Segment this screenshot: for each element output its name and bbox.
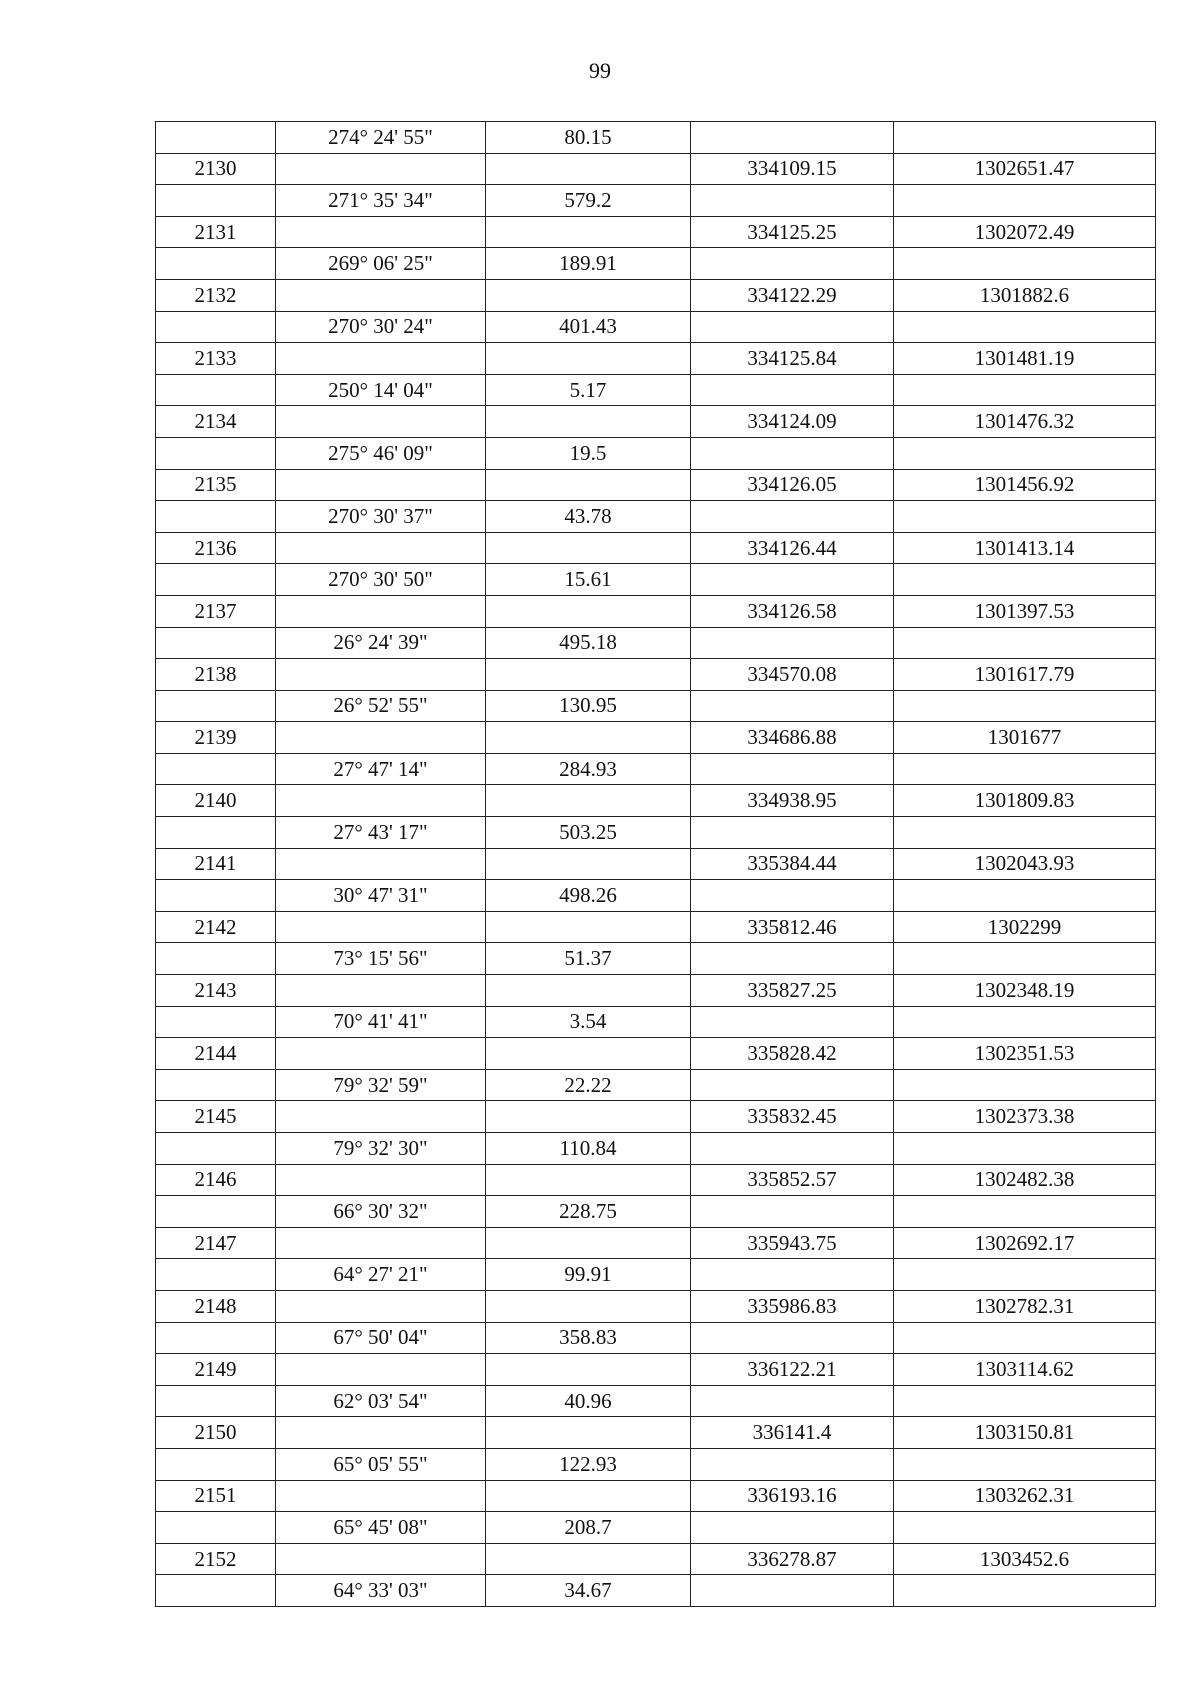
bearing-cell (276, 1164, 486, 1196)
table-row (156, 1543, 1156, 1575)
easting-cell: 1302351.53 (894, 1038, 1156, 1070)
easting-cell: 1301481.19 (894, 343, 1156, 375)
station-cell: 2150 (156, 1417, 276, 1449)
northing-cell: 335812.46 (691, 911, 894, 943)
easting-cell (894, 1069, 1156, 1101)
northing-cell: 334109.15 (691, 153, 894, 185)
northing-cell (691, 185, 894, 217)
table-body (156, 122, 1156, 1607)
easting-cell: 1303262.31 (894, 1480, 1156, 1512)
distance-cell (486, 279, 691, 311)
northing-cell (691, 1575, 894, 1607)
distance-cell (486, 1227, 691, 1259)
bearing-cell: 73° 15' 56" (276, 943, 486, 975)
station-cell: 2140 (156, 785, 276, 817)
station-cell (156, 1575, 276, 1607)
distance-cell (486, 659, 691, 691)
table-row (156, 722, 1156, 754)
easting-cell (894, 1196, 1156, 1228)
northing-cell: 336278.87 (691, 1543, 894, 1575)
northing-cell (691, 1385, 894, 1417)
easting-cell: 1303452.6 (894, 1543, 1156, 1575)
distance-cell (486, 1290, 691, 1322)
station-cell: 2151 (156, 1480, 276, 1512)
survey-coordinates-table (155, 121, 1156, 1607)
table-row (156, 532, 1156, 564)
bearing-cell (276, 722, 486, 754)
station-cell (156, 943, 276, 975)
station-cell: 2145 (156, 1101, 276, 1133)
station-cell: 2134 (156, 406, 276, 438)
station-cell (156, 817, 276, 849)
station-cell (156, 1069, 276, 1101)
station-cell: 2149 (156, 1354, 276, 1386)
station-cell (156, 248, 276, 280)
easting-cell (894, 122, 1156, 154)
easting-cell: 1301617.79 (894, 659, 1156, 691)
table-row (156, 1038, 1156, 1070)
table-row (156, 1259, 1156, 1291)
easting-cell (894, 1006, 1156, 1038)
table-row (156, 437, 1156, 469)
northing-cell (691, 1196, 894, 1228)
station-cell (156, 627, 276, 659)
distance-cell (486, 911, 691, 943)
bearing-cell: 67° 50' 04" (276, 1322, 486, 1354)
easting-cell: 1301397.53 (894, 595, 1156, 627)
distance-cell (486, 785, 691, 817)
bearing-cell: 65° 45' 08" (276, 1512, 486, 1544)
distance-cell (486, 216, 691, 248)
distance-cell: 22.22 (486, 1069, 691, 1101)
northing-cell: 334126.44 (691, 532, 894, 564)
easting-cell: 1301882.6 (894, 279, 1156, 311)
bearing-cell: 274° 24' 55" (276, 122, 486, 154)
station-cell (156, 311, 276, 343)
bearing-cell (276, 1227, 486, 1259)
distance-cell (486, 1543, 691, 1575)
bearing-cell (276, 406, 486, 438)
station-cell: 2133 (156, 343, 276, 375)
table-row (156, 1069, 1156, 1101)
northing-cell: 334570.08 (691, 659, 894, 691)
table-row (156, 1164, 1156, 1196)
easting-cell: 1303114.62 (894, 1354, 1156, 1386)
station-cell (156, 753, 276, 785)
distance-cell (486, 595, 691, 627)
bearing-cell (276, 975, 486, 1007)
bearing-cell (276, 1101, 486, 1133)
northing-cell (691, 374, 894, 406)
bearing-cell: 27° 47' 14" (276, 753, 486, 785)
distance-cell: 495.18 (486, 627, 691, 659)
easting-cell (894, 1575, 1156, 1607)
distance-cell: 358.83 (486, 1322, 691, 1354)
station-cell (156, 185, 276, 217)
easting-cell (894, 880, 1156, 912)
station-cell: 2152 (156, 1543, 276, 1575)
distance-cell (486, 406, 691, 438)
easting-cell (894, 690, 1156, 722)
bearing-cell (276, 1543, 486, 1575)
table-row (156, 1385, 1156, 1417)
northing-cell (691, 311, 894, 343)
table-row (156, 374, 1156, 406)
easting-cell: 1302692.17 (894, 1227, 1156, 1259)
station-cell: 2144 (156, 1038, 276, 1070)
bearing-cell (276, 216, 486, 248)
easting-cell (894, 311, 1156, 343)
easting-cell: 1302072.49 (894, 216, 1156, 248)
distance-cell: 99.91 (486, 1259, 691, 1291)
bearing-cell (276, 595, 486, 627)
northing-cell (691, 753, 894, 785)
easting-cell: 1302299 (894, 911, 1156, 943)
distance-cell: 3.54 (486, 1006, 691, 1038)
distance-cell: 15.61 (486, 564, 691, 596)
distance-cell: 498.26 (486, 880, 691, 912)
station-cell: 2148 (156, 1290, 276, 1322)
bearing-cell: 269° 06' 25" (276, 248, 486, 280)
bearing-cell: 30° 47' 31" (276, 880, 486, 912)
table-row (156, 817, 1156, 849)
station-cell: 2136 (156, 532, 276, 564)
distance-cell (486, 1480, 691, 1512)
distance-cell (486, 343, 691, 375)
table-row (156, 975, 1156, 1007)
table-row (156, 153, 1156, 185)
easting-cell (894, 943, 1156, 975)
bearing-cell (276, 279, 486, 311)
table-row (156, 564, 1156, 596)
northing-cell (691, 690, 894, 722)
distance-cell: 51.37 (486, 943, 691, 975)
northing-cell (691, 1133, 894, 1165)
station-cell: 2143 (156, 975, 276, 1007)
table-row (156, 406, 1156, 438)
distance-cell: 122.93 (486, 1448, 691, 1480)
table-row (156, 279, 1156, 311)
bearing-cell: 26° 52' 55" (276, 690, 486, 722)
station-cell (156, 1385, 276, 1417)
bearing-cell (276, 469, 486, 501)
table-row (156, 1101, 1156, 1133)
northing-cell (691, 1259, 894, 1291)
station-cell (156, 1196, 276, 1228)
distance-cell (486, 1164, 691, 1196)
easting-cell: 1302482.38 (894, 1164, 1156, 1196)
northing-cell: 334126.05 (691, 469, 894, 501)
distance-cell: 401.43 (486, 311, 691, 343)
distance-cell (486, 469, 691, 501)
easting-cell: 1301413.14 (894, 532, 1156, 564)
table-row (156, 943, 1156, 975)
table-row (156, 185, 1156, 217)
northing-cell: 334686.88 (691, 722, 894, 754)
table-row (156, 911, 1156, 943)
distance-cell: 110.84 (486, 1133, 691, 1165)
distance-cell (486, 848, 691, 880)
bearing-cell (276, 785, 486, 817)
distance-cell: 284.93 (486, 753, 691, 785)
table-row (156, 1006, 1156, 1038)
bearing-cell: 26° 24' 39" (276, 627, 486, 659)
table-row (156, 848, 1156, 880)
northing-cell: 334125.84 (691, 343, 894, 375)
table-row (156, 469, 1156, 501)
northing-cell (691, 943, 894, 975)
table-row (156, 595, 1156, 627)
distance-cell: 40.96 (486, 1385, 691, 1417)
table-row (156, 659, 1156, 691)
station-cell: 2135 (156, 469, 276, 501)
bearing-cell: 270° 30' 37" (276, 501, 486, 533)
station-cell: 2137 (156, 595, 276, 627)
station-cell (156, 374, 276, 406)
easting-cell: 1303150.81 (894, 1417, 1156, 1449)
bearing-cell: 270° 30' 24" (276, 311, 486, 343)
northing-cell: 335852.57 (691, 1164, 894, 1196)
table-row (156, 1480, 1156, 1512)
table-row (156, 1290, 1156, 1322)
easting-cell (894, 1259, 1156, 1291)
table-row (156, 343, 1156, 375)
table-row (156, 501, 1156, 533)
table-row (156, 880, 1156, 912)
distance-cell: 80.15 (486, 122, 691, 154)
easting-cell (894, 1385, 1156, 1417)
bearing-cell: 66° 30' 32" (276, 1196, 486, 1228)
northing-cell (691, 1512, 894, 1544)
bearing-cell: 79° 32' 30" (276, 1133, 486, 1165)
distance-cell (486, 532, 691, 564)
northing-cell (691, 880, 894, 912)
table-row (156, 311, 1156, 343)
northing-cell (691, 1322, 894, 1354)
northing-cell: 335832.45 (691, 1101, 894, 1133)
northing-cell: 335827.25 (691, 975, 894, 1007)
bearing-cell (276, 343, 486, 375)
table-row (156, 1354, 1156, 1386)
northing-cell (691, 1448, 894, 1480)
bearing-cell (276, 532, 486, 564)
northing-cell (691, 122, 894, 154)
northing-cell: 334938.95 (691, 785, 894, 817)
station-cell (156, 1006, 276, 1038)
station-cell: 2132 (156, 279, 276, 311)
station-cell: 2130 (156, 153, 276, 185)
northing-cell: 336141.4 (691, 1417, 894, 1449)
table-row (156, 216, 1156, 248)
easting-cell (894, 1133, 1156, 1165)
bearing-cell (276, 1417, 486, 1449)
bearing-cell (276, 1038, 486, 1070)
table-row (156, 1196, 1156, 1228)
table-row (156, 1512, 1156, 1544)
northing-cell (691, 248, 894, 280)
station-cell (156, 1133, 276, 1165)
northing-cell (691, 627, 894, 659)
station-cell (156, 564, 276, 596)
distance-cell: 503.25 (486, 817, 691, 849)
distance-cell: 189.91 (486, 248, 691, 280)
distance-cell: 43.78 (486, 501, 691, 533)
station-cell: 2138 (156, 659, 276, 691)
northing-cell: 334124.09 (691, 406, 894, 438)
northing-cell: 334126.58 (691, 595, 894, 627)
station-cell: 2131 (156, 216, 276, 248)
distance-cell: 19.5 (486, 437, 691, 469)
northing-cell (691, 501, 894, 533)
northing-cell: 335828.42 (691, 1038, 894, 1070)
easting-cell (894, 817, 1156, 849)
easting-cell: 1302348.19 (894, 975, 1156, 1007)
northing-cell: 335384.44 (691, 848, 894, 880)
table-row (156, 1227, 1156, 1259)
bearing-cell: 62° 03' 54" (276, 1385, 486, 1417)
table-row (156, 627, 1156, 659)
station-cell: 2142 (156, 911, 276, 943)
bearing-cell: 27° 43' 17" (276, 817, 486, 849)
station-cell (156, 122, 276, 154)
station-cell (156, 1322, 276, 1354)
easting-cell: 1302651.47 (894, 153, 1156, 185)
easting-cell: 1302782.31 (894, 1290, 1156, 1322)
table-row (156, 690, 1156, 722)
bearing-cell (276, 848, 486, 880)
table-row (156, 1133, 1156, 1165)
easting-cell: 1302043.93 (894, 848, 1156, 880)
table-row (156, 785, 1156, 817)
easting-cell (894, 437, 1156, 469)
bearing-cell: 65° 05' 55" (276, 1448, 486, 1480)
station-cell: 2139 (156, 722, 276, 754)
northing-cell: 334125.25 (691, 216, 894, 248)
northing-cell (691, 564, 894, 596)
station-cell (156, 690, 276, 722)
easting-cell (894, 501, 1156, 533)
station-cell: 2146 (156, 1164, 276, 1196)
distance-cell (486, 1101, 691, 1133)
table-row (156, 1575, 1156, 1607)
bearing-cell: 250° 14' 04" (276, 374, 486, 406)
northing-cell: 335986.83 (691, 1290, 894, 1322)
bearing-cell: 64° 27' 21" (276, 1259, 486, 1291)
distance-cell (486, 722, 691, 754)
distance-cell: 5.17 (486, 374, 691, 406)
easting-cell: 1301456.92 (894, 469, 1156, 501)
table-row (156, 1322, 1156, 1354)
easting-cell: 1301476.32 (894, 406, 1156, 438)
northing-cell: 334122.29 (691, 279, 894, 311)
easting-cell (894, 1448, 1156, 1480)
northing-cell (691, 1006, 894, 1038)
easting-cell (894, 185, 1156, 217)
distance-cell: 130.95 (486, 690, 691, 722)
station-cell (156, 501, 276, 533)
bearing-cell: 79° 32' 59" (276, 1069, 486, 1101)
distance-cell (486, 975, 691, 1007)
easting-cell: 1302373.38 (894, 1101, 1156, 1133)
distance-cell (486, 1354, 691, 1386)
northing-cell: 336122.21 (691, 1354, 894, 1386)
distance-cell: 208.7 (486, 1512, 691, 1544)
bearing-cell: 64° 33' 03" (276, 1575, 486, 1607)
station-cell (156, 437, 276, 469)
bearing-cell (276, 911, 486, 943)
page-number: 99 (589, 58, 611, 83)
table-row (156, 1417, 1156, 1449)
bearing-cell (276, 153, 486, 185)
distance-cell (486, 1038, 691, 1070)
bearing-cell: 271° 35' 34" (276, 185, 486, 217)
station-cell: 2141 (156, 848, 276, 880)
northing-cell: 335943.75 (691, 1227, 894, 1259)
bearing-cell (276, 659, 486, 691)
northing-cell (691, 1069, 894, 1101)
easting-cell (894, 374, 1156, 406)
table-row (156, 122, 1156, 154)
distance-cell: 34.67 (486, 1575, 691, 1607)
station-cell: 2147 (156, 1227, 276, 1259)
northing-cell: 336193.16 (691, 1480, 894, 1512)
easting-cell: 1301809.83 (894, 785, 1156, 817)
easting-cell (894, 753, 1156, 785)
northing-cell (691, 437, 894, 469)
easting-cell: 1301677 (894, 722, 1156, 754)
distance-cell (486, 153, 691, 185)
station-cell (156, 880, 276, 912)
northing-cell (691, 817, 894, 849)
easting-cell (894, 627, 1156, 659)
table-row (156, 248, 1156, 280)
distance-cell (486, 1417, 691, 1449)
station-cell (156, 1259, 276, 1291)
bearing-cell: 270° 30' 50" (276, 564, 486, 596)
station-cell (156, 1448, 276, 1480)
bearing-cell (276, 1480, 486, 1512)
easting-cell (894, 1512, 1156, 1544)
distance-cell: 579.2 (486, 185, 691, 217)
bearing-cell (276, 1354, 486, 1386)
bearing-cell: 70° 41' 41" (276, 1006, 486, 1038)
easting-cell (894, 248, 1156, 280)
easting-cell (894, 1322, 1156, 1354)
bearing-cell: 275° 46' 09" (276, 437, 486, 469)
easting-cell (894, 564, 1156, 596)
table-row (156, 1448, 1156, 1480)
station-cell (156, 1512, 276, 1544)
table-row (156, 753, 1156, 785)
bearing-cell (276, 1290, 486, 1322)
distance-cell: 228.75 (486, 1196, 691, 1228)
